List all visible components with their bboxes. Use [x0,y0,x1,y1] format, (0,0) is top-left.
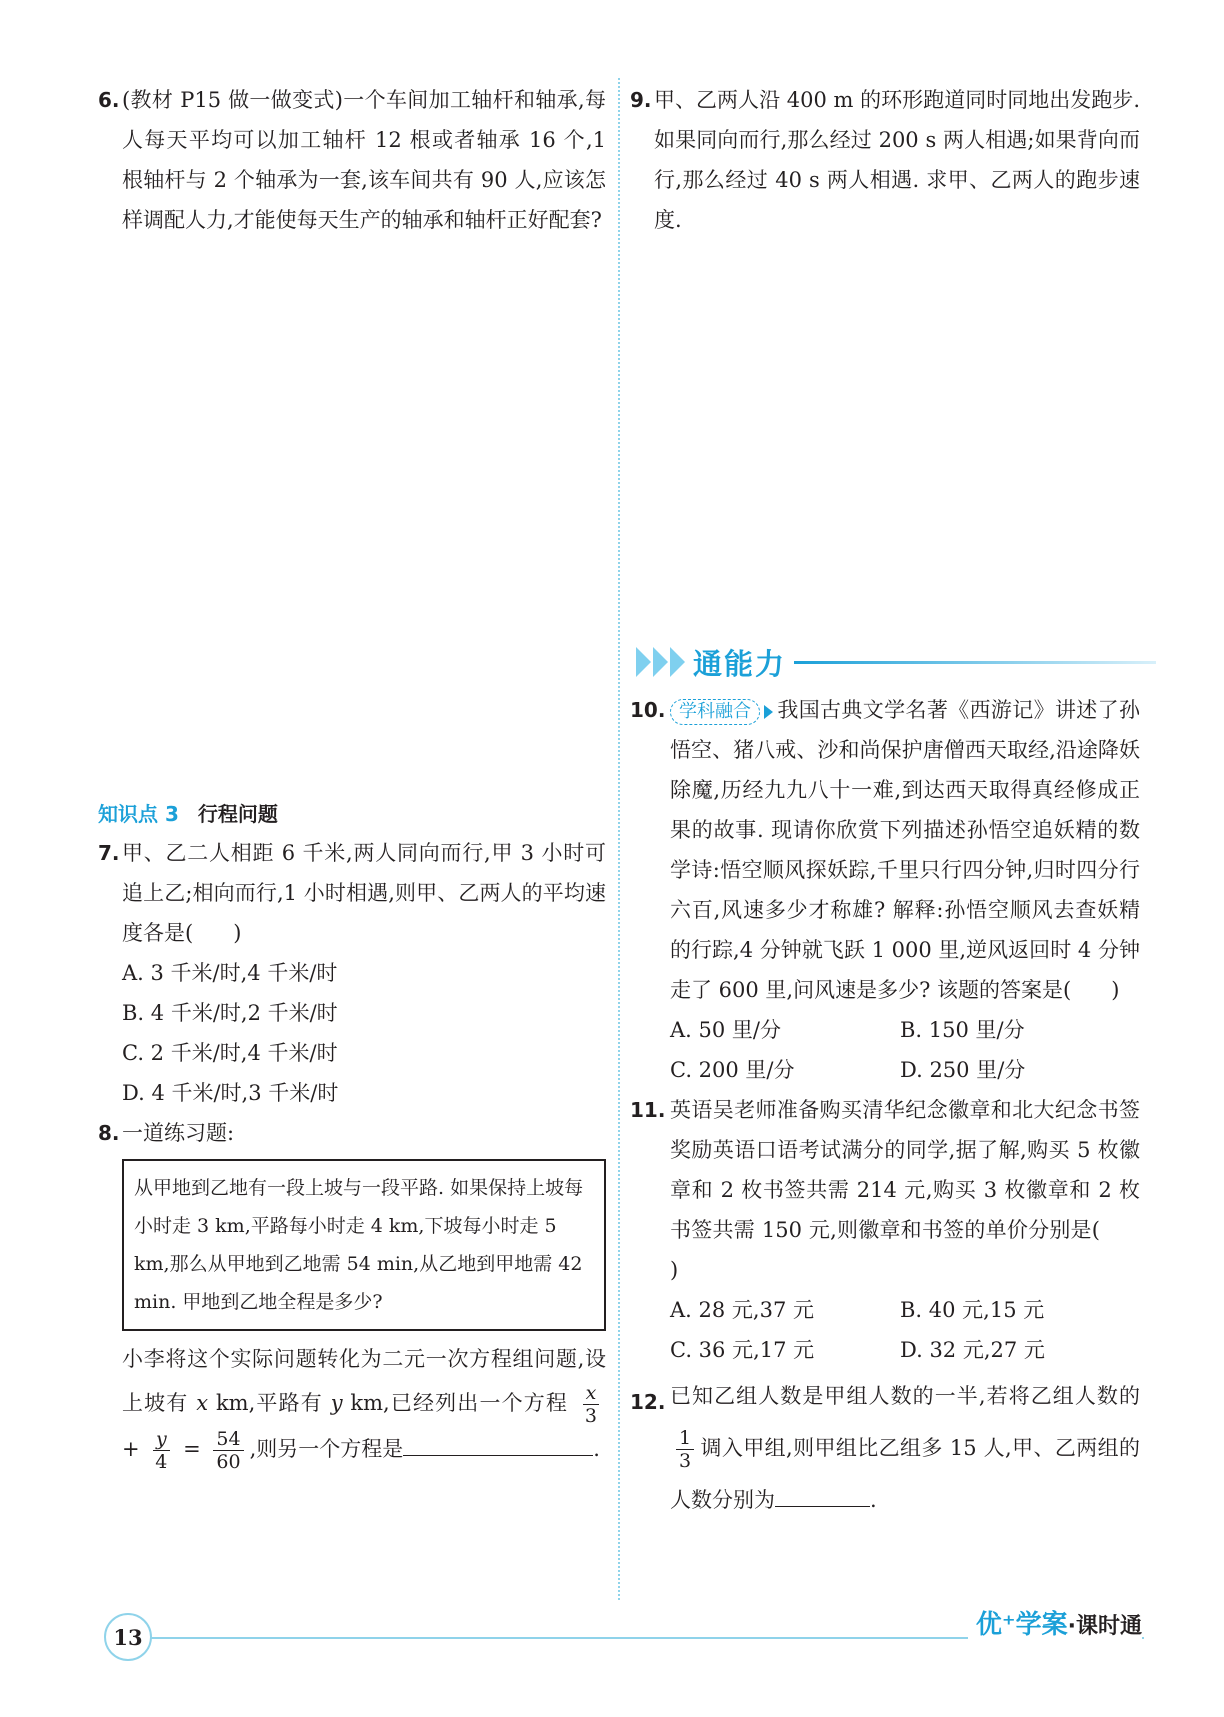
period: . [870,1488,877,1512]
option-a: A. 50 里/分 [670,1018,781,1042]
question-text: 英语吴老师准备购买清华纪念徽章和北大纪念书签奖励英语口语考试满分的同学,据了解,购买 5 枚徽章和 2 枚书签共需 214 元,购买 3 枚徽章和 2 枚书签共需 150 元,则徽章和书签的单价分别是( [670,1098,1140,1242]
question-12 [630,1370,1140,1526]
page-number: 13 [104,1613,152,1661]
question-10 [630,690,1140,1010]
option-b: B. 4 千米/时,2 千米/时 [122,1001,338,1025]
tag-arrow-icon [764,705,773,719]
option-c: C. 2 千米/时,4 千米/时 [122,1041,338,1065]
numerator: x [583,1382,600,1405]
chevron-icon [636,647,687,677]
question-number: 11. [630,1098,666,1122]
denominator: 60 [216,1451,241,1473]
option-c: C. 36 元,17 元 [670,1338,815,1362]
subject-tag: 学科融合 [670,699,760,725]
paren-close: ) [233,921,242,945]
question-text: 甲、乙二人相距 6 千米,两人同向而行,甲 3 小时可追上乙;相向而行,1 小时相遇,则甲、乙两人的平均速度各是( [122,841,606,945]
question-8-body [98,1337,606,1473]
question-7 [98,833,606,953]
fraction-one-third [676,1427,694,1472]
option-a: A. 3 千米/时,4 千米/时 [122,961,338,985]
question-8 [98,1113,606,1153]
variable-x: x [196,1391,209,1415]
options-q11 [630,1290,1140,1370]
fraction-54-over-60 [213,1428,243,1473]
option-a: A. 28 元,37 元 [670,1298,814,1322]
options-q10 [630,1010,1140,1090]
text-segment: 调入甲组,则甲组比乙组多 15 人,甲、乙两组的人数分别为 [670,1436,1140,1512]
question-number: 9. [630,88,652,112]
question-number: 6. [98,88,120,112]
question-number: 10. [630,698,666,722]
denominator: 3 [679,1450,692,1472]
denominator: 4 [155,1451,168,1473]
option-d: D. 250 里/分 [900,1058,1026,1082]
option-b: B. 150 里/分 [900,1018,1025,1042]
text-segment: 小李将这个实际问题转化为二元一次方程组问题,设上坡有 [122,1347,606,1415]
brand-main: 优⁺学案 [975,1610,1068,1640]
variable-y: y [330,1391,343,1415]
period: . [593,1437,600,1461]
text-segment: 已知乙组人数是甲组人数的一半,若将乙组人数的 [670,1384,1140,1408]
right-column [630,80,1140,240]
section-title: 通能力 [693,646,787,681]
knowledge-point-heading [98,798,606,827]
section-rule [794,661,1156,664]
numerator: y [153,1428,170,1451]
option-d: D. 32 元,27 元 [900,1338,1045,1362]
question-number: 12. [630,1390,666,1414]
question-11 [630,1090,1140,1290]
answer-space [98,240,606,798]
question-number: 7. [98,841,120,865]
text-segment: ,则另一个方程是 [249,1437,404,1461]
paren-close: ) [1111,978,1120,1002]
text-segment: km,已经列出一个方程 [342,1391,569,1415]
left-column [98,80,606,1473]
numerator: 1 [676,1427,694,1450]
denominator: 3 [584,1405,597,1427]
answer-blank[interactable] [775,1480,870,1507]
option-d: D. 4 千米/时,3 千米/时 [122,1081,339,1105]
column-divider [618,78,620,1600]
equals-sign: = [183,1437,201,1461]
answer-blank[interactable] [403,1429,593,1456]
right-column-lower [630,690,1140,1526]
knowledge-point-label: 知识点 3 [98,802,179,826]
paren-close: ) [670,1258,679,1282]
knowledge-point-title: 行程问题 [197,802,278,826]
question-number: 8. [98,1121,120,1145]
question-text: 我国古典文学名著《西游记》讲述了孙悟空、猪八戒、沙和尚保护唐僧西天取经,沿途降妖除魔,历经九九八十一难,到达西天取得真经修成正果的故事. 现请你欣赏下列描述孙悟空追妖精的数学诗:悟空顺风探妖踪,千里只行四分钟,归时四分行六百,风速多少才称雄? 解释:孙悟空顺风去查妖精的行踪,4 分钟就飞跃 1 000 里,逆风返回时 4 分钟走了 600 里,问风速是多少? 该题的答案是( [670,698,1140,1002]
fraction-x-over-3 [582,1382,600,1427]
section-heading [636,640,1156,684]
question-text: (教材 P15 做一做变式)一个车间加工轴杆和轴承,每人每天平均可以加工轴杆 12 根或者轴承 16 个,1 根轴杆与 2 个轴承为一套,该车间共有 90 人,应该怎样调配人力,才能使每天生产的轴承和轴杆正好配套? [122,88,606,232]
option-b: B. 40 元,15 元 [900,1298,1045,1322]
brand-logo [968,1604,1142,1641]
question-intro: 一道练习题: [122,1121,235,1145]
question-text: 甲、乙两人沿 400 m 的环形跑道同时同地出发跑步. 如果同向而行,那么经过 200 s 两人相遇;如果背向而行,那么经过 40 s 两人相遇. 求甲、乙两人的跑步速度. [654,88,1140,232]
question-6 [98,80,606,240]
question-9 [630,80,1140,240]
brand-sub: ·课时通 [1067,1614,1142,1639]
exercise-box: 从甲地到乙地有一段上坡与一段平路. 如果保持上坡每小时走 3 km,平路每小时走 4 km,下坡每小时走 5 km,那么从甲地到乙地需 54 min,从乙地到甲地需 42 min. 甲地到乙地全程是多少? [122,1159,606,1331]
plus-sign: + [122,1437,140,1461]
text-segment: km,平路有 [208,1391,323,1415]
numerator: 54 [213,1428,243,1451]
fraction-y-over-4 [152,1428,170,1473]
option-c: C. 200 里/分 [670,1058,795,1082]
